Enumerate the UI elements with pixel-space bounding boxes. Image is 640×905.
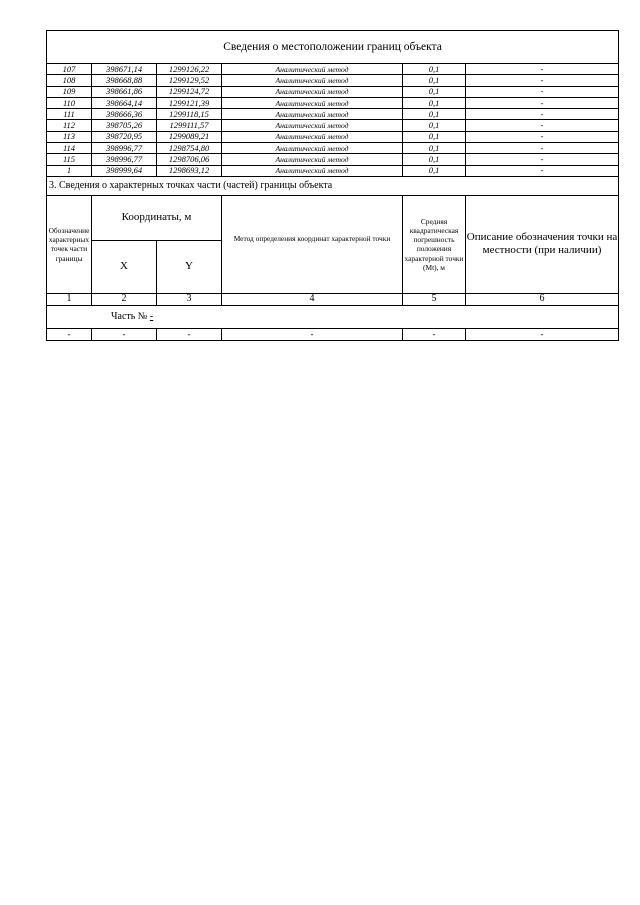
point-number: 109 — [47, 86, 92, 97]
point-number: 111 — [47, 109, 92, 120]
point-y: 1298693,12 — [157, 165, 222, 176]
point-mt: 0,1 — [403, 143, 466, 154]
point-method: Аналитический метод — [222, 165, 403, 176]
point-mt: 0,1 — [403, 97, 466, 108]
part-label: Часть № — [111, 311, 148, 323]
point-y: 1299118,15 — [157, 109, 222, 120]
empty-cell: - — [403, 328, 466, 340]
point-mt: 0,1 — [403, 120, 466, 131]
point-x: 398664,14 — [92, 97, 157, 108]
point-description: - — [466, 86, 619, 97]
point-mt: 0,1 — [403, 165, 466, 176]
empty-cell: - — [222, 328, 403, 340]
point-mt: 0,1 — [403, 86, 466, 97]
part-cell — [47, 305, 619, 328]
point-row — [47, 64, 619, 75]
empty-cell: - — [92, 328, 157, 340]
point-number: 112 — [47, 120, 92, 131]
column-number: 2 — [92, 293, 157, 305]
point-description: - — [466, 165, 619, 176]
point-number: 115 — [47, 154, 92, 165]
header-coordinates: Координаты, м — [92, 195, 222, 240]
section3-title-row — [47, 176, 619, 195]
section-title: Сведения о местоположении границ объекта — [47, 31, 619, 64]
empty-cell: - — [157, 328, 222, 340]
point-method: Аналитический метод — [222, 154, 403, 165]
point-y: 1299129,52 — [157, 75, 222, 86]
point-mt: 0,1 — [403, 75, 466, 86]
header-mt: Средняя квадратическая погрешность положения характерной точки (Mt), м — [403, 195, 466, 293]
point-x: 398720,95 — [92, 131, 157, 142]
point-y: 1298706,06 — [157, 154, 222, 165]
document-sheet — [46, 30, 618, 341]
point-y: 1299124,72 — [157, 86, 222, 97]
header-designation: Обозначение характерных точек части границы — [47, 195, 92, 293]
point-row — [47, 165, 619, 176]
section3-title: 3. Сведения о характерных точках части (частей) границы объекта — [47, 176, 619, 195]
column-number: 5 — [403, 293, 466, 305]
point-y: 1299121,39 — [157, 97, 222, 108]
point-number: 110 — [47, 97, 92, 108]
section-title-row — [47, 31, 619, 64]
point-row — [47, 97, 619, 108]
point-description: - — [466, 97, 619, 108]
point-mt: 0,1 — [403, 109, 466, 120]
point-method: Аналитический метод — [222, 120, 403, 131]
header-method: Метод определения координат характерной точки — [222, 195, 403, 293]
point-row — [47, 86, 619, 97]
point-row — [47, 154, 619, 165]
point-row — [47, 75, 619, 86]
point-method: Аналитический метод — [222, 75, 403, 86]
point-method: Аналитический метод — [222, 97, 403, 108]
point-number: 113 — [47, 131, 92, 142]
point-row — [47, 120, 619, 131]
point-mt: 0,1 — [403, 154, 466, 165]
empty-cell: - — [466, 328, 619, 340]
point-x: 398666,36 — [92, 109, 157, 120]
boundary-table — [46, 30, 619, 341]
point-number: 114 — [47, 143, 92, 154]
point-x: 398668,88 — [92, 75, 157, 86]
column-number: 1 — [47, 293, 92, 305]
point-number: 1 — [47, 165, 92, 176]
point-description: - — [466, 109, 619, 120]
point-description: - — [466, 75, 619, 86]
point-y: 1299089,21 — [157, 131, 222, 142]
point-description: - — [466, 64, 619, 75]
point-description: - — [466, 120, 619, 131]
point-method: Аналитический метод — [222, 86, 403, 97]
header-row-1 — [47, 195, 619, 240]
point-x: 398671,14 — [92, 64, 157, 75]
point-method: Аналитический метод — [222, 131, 403, 142]
point-y: 1299126,22 — [157, 64, 222, 75]
point-row — [47, 131, 619, 142]
point-number: 108 — [47, 75, 92, 86]
point-method: Аналитический метод — [222, 64, 403, 75]
point-x: 398705,26 — [92, 120, 157, 131]
empty-cell: - — [47, 328, 92, 340]
point-mt: 0,1 — [403, 64, 466, 75]
point-x: 398999,64 — [92, 165, 157, 176]
header-description: Описание обозначения точки на местности (при наличии) — [466, 195, 619, 293]
point-y: 1298754,80 — [157, 143, 222, 154]
point-row — [47, 109, 619, 120]
point-x: 398996,77 — [92, 154, 157, 165]
point-method: Аналитический метод — [222, 143, 403, 154]
point-method: Аналитический метод — [222, 109, 403, 120]
point-row — [47, 143, 619, 154]
column-number: 6 — [466, 293, 619, 305]
point-x: 398996,77 — [92, 143, 157, 154]
point-mt: 0,1 — [403, 131, 466, 142]
point-description: - — [466, 154, 619, 165]
point-description: - — [466, 143, 619, 154]
point-number: 107 — [47, 64, 92, 75]
column-number: 3 — [157, 293, 222, 305]
column-number: 4 — [222, 293, 403, 305]
column-numbers-row — [47, 293, 619, 305]
header-y: Y — [157, 240, 222, 293]
part-row — [47, 305, 619, 328]
empty-data-row — [47, 328, 619, 340]
point-y: 1299111,57 — [157, 120, 222, 131]
header-x: X — [92, 240, 157, 293]
part-value: - — [149, 311, 154, 323]
point-x: 398661,86 — [92, 86, 157, 97]
point-description: - — [466, 131, 619, 142]
